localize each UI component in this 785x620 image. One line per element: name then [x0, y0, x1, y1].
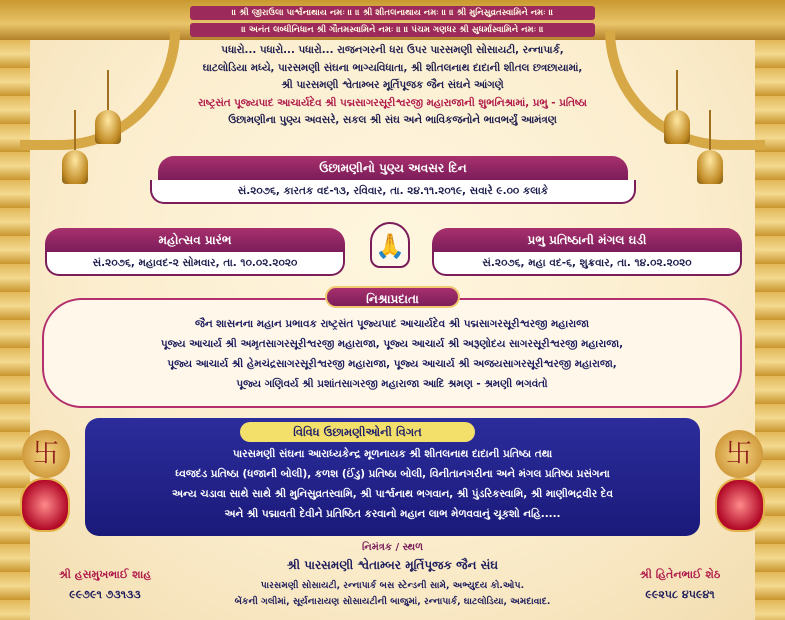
- kalash-icon: [715, 478, 765, 532]
- vivid-line: અને શ્રી પદ્માવતી દેવીને પ્રતિષ્ઠિત કરવાનો મહાન લાભ મેળવવાનું ચૂકશો નહિ.....: [224, 508, 561, 520]
- nimantrak-label: નિમંત્રક / સ્થળ: [361, 542, 423, 553]
- intro-line-4: રાષ્ટ્રસંત પૂજ્યપાદ આચાર્યદેવ શ્રી પદ્મસાગરસૂરીશ્વરજી મહારાજાની શુભનિશ્રામાં, પ્રભુ - પ્રતિષ્ઠા: [198, 96, 587, 109]
- mantra-line-2: ॥ અનંત લબ્ધીનિધાન શ્રી ગૌતમસ્વામિને નમઃ ॥ ॥ પંચમ ગણધર શ્રી સુધર્માસ્વામિને નમઃ ॥: [190, 23, 595, 37]
- nishra-box: [42, 298, 742, 408]
- address: [195, 578, 590, 610]
- contact-right-phone: ૯૯૨૫૮ ૪૫૯૪૧: [645, 588, 715, 601]
- contact-left-phone: ૯૯૭૯૧ ૭૩૧૩૩: [69, 588, 141, 601]
- nishra-title: નિશ્રાપ્રદાતા: [325, 286, 460, 308]
- contact-right-name: શ્રી હિતેનભાઈ શેઠ: [639, 568, 721, 581]
- intro-text: [110, 42, 675, 130]
- main-event-title: ઉછામણીનો પુણ્ય અવસર દિન: [158, 156, 628, 180]
- intro-line-2: ઘાટલોડિયા મધ્યે, પારસમણી સંઘના ભાગ્યવિધાતા, શ્રી શીતલનાથ દાદાની શીતલ છત્રછાયામાં,: [202, 61, 583, 74]
- nishra-line: પૂજ્ય આચાર્ય શ્રી અમૃતસાગરસૂરીશ્વરજી મહારાજા, પૂજ્ય આચાર્ય શ્રી અરૂણોદય સાગરસૂરીશ્વરજી મહારાજા,: [160, 338, 624, 350]
- mantra-header: [190, 6, 595, 40]
- nishra-line: પૂજ્ય આચાર્ય શ્રી હેમચંદ્રસાગરસૂરીશ્વરજી મહારાજા, પૂજ્ય આચાર્ય શ્રી અજયસાગરસૂરીશ્વરજી મહારાજા,: [167, 358, 617, 370]
- namaste-icon: 🙏: [370, 222, 410, 268]
- contact-left-name: શ્રી હસમુખભાઈ શાહ: [58, 568, 152, 581]
- intro-line-1: પધારો... પધારો... પધારો... રાજનગરની ધરા ઉપર પારસમણી સોસાયટી, રન્નાપાર્ક,: [221, 44, 564, 56]
- main-event-date: સં.૨૦૭૬, કારતક વદ-૧૩, રવિવાર, તા. ૨૪.૧૧.૨૦૧૯, સવારે ૯.૦૦ કલાકે: [150, 180, 636, 204]
- vivid-title: વિવિધ ઉછામણીઓની વિગત: [240, 422, 475, 442]
- address-line-2: બેંકની ગલીમાં, સૂર્યનારાયણ સોસાયટીની બાજુમાં, રન્નાપાર્ક, ઘાટલોડિયા, અમદાવાદ.: [234, 596, 551, 607]
- intro-line-5: ઉછામણીના પુણ્ય અવસરે, સકલ શ્રી સંઘ અને ભાવિકજનોને ભાવભર્યું આમંત્રણ: [228, 114, 557, 126]
- contact-left: [30, 565, 180, 605]
- contact-right: [605, 565, 755, 605]
- bell-icon: [62, 150, 88, 184]
- mantra-line-1: ॥ શ્રી જીરાઉલા પાર્શ્વનાથાય નમઃ ॥ ॥ શ્રી શીતલનાથાય નમઃ ॥ ॥ શ્રી મુનિસુવ્રતસ્વામિને નમઃ ॥: [190, 6, 595, 20]
- vivid-line: પારસમણી સંઘના આરાધ્યકેન્દ્ર મૂળનાયક શ્રી શીતલનાથ દાદાની પ્રતિષ્ઠા તથા: [232, 448, 553, 460]
- nishra-line: પૂજ્ય ગણિવર્ય શ્રી પ્રશાંતસાગરજી મહારાજા આદિ શ્રમણ - શ્રમણી ભગવંતો: [236, 378, 548, 390]
- mahotsav-date: સં.૨૦૭૬, મહાવદ-૨ સોમવાર, તા. ૧૦.૦૨.૨૦૨૦: [45, 252, 345, 276]
- sangh-name: શ્રી પારસમણી શ્વેતામ્બર મૂર્તિપૂજક જૈન સંઘ: [286, 558, 499, 572]
- bell-icon: [697, 150, 723, 184]
- swastika-icon: 卐: [715, 430, 763, 478]
- swastika-icon: 卐: [22, 430, 70, 478]
- pratishtha-date: સં.૨૦૭૬, મહા વદ-૬, શુક્રવાર, તા. ૧૪.૦૨.૨૦૨૦: [432, 252, 742, 276]
- vivid-line: ધ્વજદંડ પ્રતિષ્ઠા (ધજાની બોલી), કળશ (ઈંડુ) પ્રતિષ્ઠા બોલી, વિનીતાનગરીના અને મંગલ પ્રતિષ્ઠા પ્રસંગના: [175, 468, 610, 480]
- kalash-icon: [20, 478, 70, 532]
- mahotsav-title: મહોત્સવ પ્રારંભ: [45, 228, 345, 252]
- address-line-1: પારસમણી સોસાયટી, રન્નાપાર્ક બસ સ્ટેન્ડની સામે, અભ્યુદય કો.ઓપ.: [260, 580, 525, 591]
- nishra-line: જૈન શાસનના મહાન પ્રભાવક રાષ્ટ્રસંત પૂજ્યપાદ આચાર્યદેવ શ્રી પદ્મસાગરસૂરીશ્વરજી મહારાજા: [194, 318, 589, 330]
- intro-line-3: શ્રી પારસમણી શ્વેતામ્બર મૂર્તિપૂજક જૈન સંઘને આંગણે: [281, 79, 504, 91]
- vivid-line: અન્ય ચડાવા સાથે સાથે શ્રી મુનિસુવ્રતસ્વામિ, શ્રી પાર્શ્વનાથ ભગવાન, શ્રી પુંડરિકસ્વામિ, શ્રી માણીભદ્રવીર દેવ: [172, 488, 613, 500]
- pratishtha-title: પ્રભુ પ્રતિષ્ઠાની મંગલ ઘડી: [432, 228, 742, 252]
